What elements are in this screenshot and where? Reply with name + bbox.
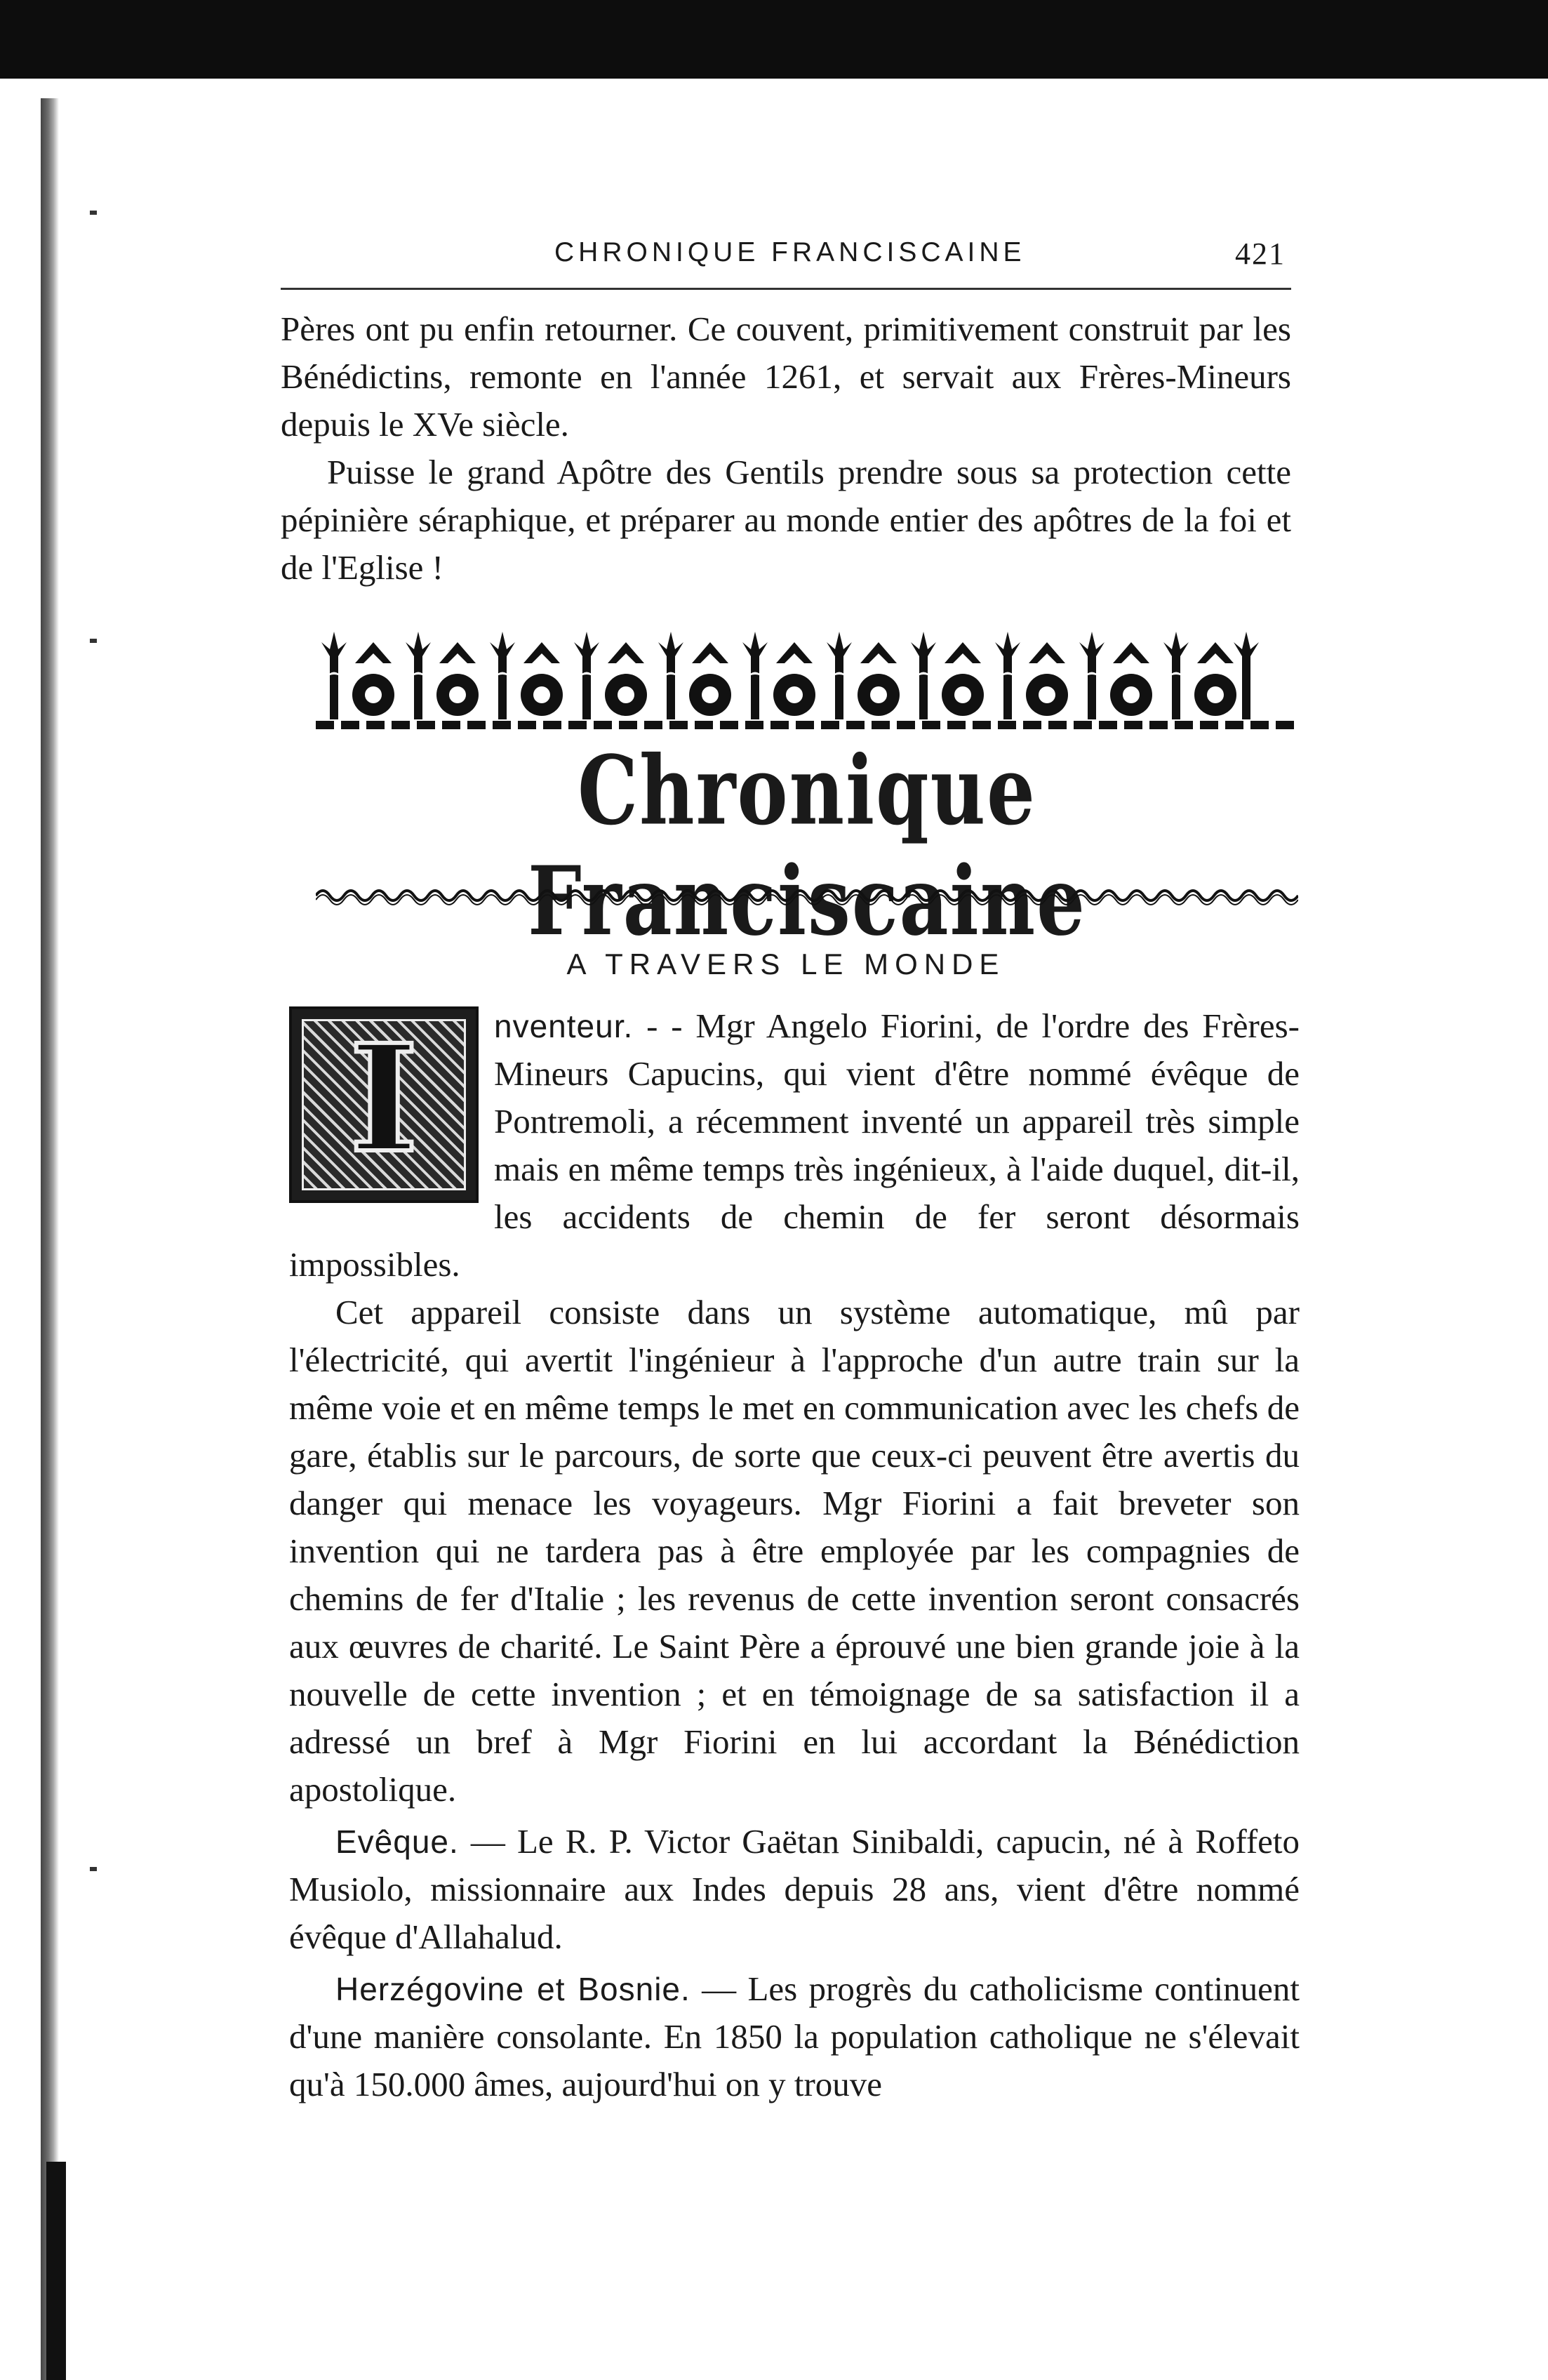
scan-edge-mark	[90, 639, 97, 643]
dropcap-initial	[289, 1006, 479, 1203]
inventeur-paragraph-2: Cet appareil consiste dans un système automatique, mû par l'électricité, qui avertit l'ingénieur à l'approche d'un autre train sur la même voie et en même temps le met en communication avec les chefs de gare, établis sur le parcours, de sorte que ceux-ci peuvent être avertis du danger qui menace les voyageurs. Mgr Fiorini a fait breveter son invention qui ne tardera pas à être employée par les compagnies de chemins de fer d'Italie ; les revenus de cette invention seront consacrés aux œuvres de charité. Le Saint Père a éprouvé une bien grande joie à la nouvelle de cette invention ; et en témoignage de sa satisfaction il a adressé un bref à Mgr Fiorini en lui accordant la Bénédiction apostolique.	[289, 1293, 1300, 1809]
section-heading: A TRAVERS LE MONDE	[566, 948, 1006, 980]
page-number: 421	[1235, 237, 1286, 271]
book-spine-shadow	[41, 98, 59, 2380]
intro-paragraph-1: Pères ont pu enfin retourner. Ce couvent, primitivement construit par les Bénédictins, remonte en l'année 1261, et servait aux Frères-Mineurs depuis le XVe siècle.	[281, 310, 1291, 444]
page-top-text	[281, 232, 1291, 592]
wavy-rule	[316, 886, 1298, 905]
herzegovine-lead: Herzégovine et Bosnie.	[335, 1971, 690, 2007]
banner-title	[316, 736, 1298, 957]
article-column	[289, 1002, 1300, 2108]
herzegovine-body: — Les progrès du catholicisme continuent d'une manière consolante. En 1850 la population catholique ne s'élevait qu'à 150.000 âmes, aujourd'hui on y trouve	[289, 1969, 1300, 2103]
intro-paragraph-2: Puisse le grand Apôtre des Gentils prendre sous sa protection cette pépinière séraphique, et préparer au monde entier des apôtres de la foi et de l'Eglise !	[281, 453, 1291, 587]
eveque-lead: Evêque.	[335, 1823, 459, 1860]
eveque-paragraph	[289, 1818, 1300, 1961]
floral-ornament-band	[316, 628, 1298, 726]
inventeur-body: - - Mgr Angelo Fiorini, de l'ordre des Frères-Mineurs Capucins, qui vient d'être nommé évêque de Pontremoli, a récemment inventé un appareil très simple mais en même temps très ingénieux, à l'aide duquel, dit-il, les accidents de chemin de fer seront désormais impossibles.	[289, 1006, 1300, 1284]
book-spine-dark	[46, 2162, 66, 2380]
running-head	[281, 232, 1291, 290]
eveque-body: — Le R. P. Victor Gaëtan Sinibaldi, capucin, né à Roffeto Musiolo, missionnaire aux Indes depuis 28 ans, vient d'être nommé évêque d'Allahalud.	[289, 1822, 1300, 1956]
triangle-border	[316, 721, 1298, 729]
herzegovine-paragraph	[289, 1965, 1300, 2108]
dropcap-letter: I	[349, 1012, 419, 1185]
banner-title-text: Chronique Franciscaine	[528, 736, 1086, 957]
running-title: CHRONIQUE FRANCISCAINE	[554, 237, 1026, 267]
scan-edge-mark	[90, 211, 97, 215]
inventeur-lead: nventeur.	[494, 1008, 634, 1044]
scan-top-border	[0, 0, 1548, 79]
scan-edge-mark	[90, 1867, 97, 1871]
